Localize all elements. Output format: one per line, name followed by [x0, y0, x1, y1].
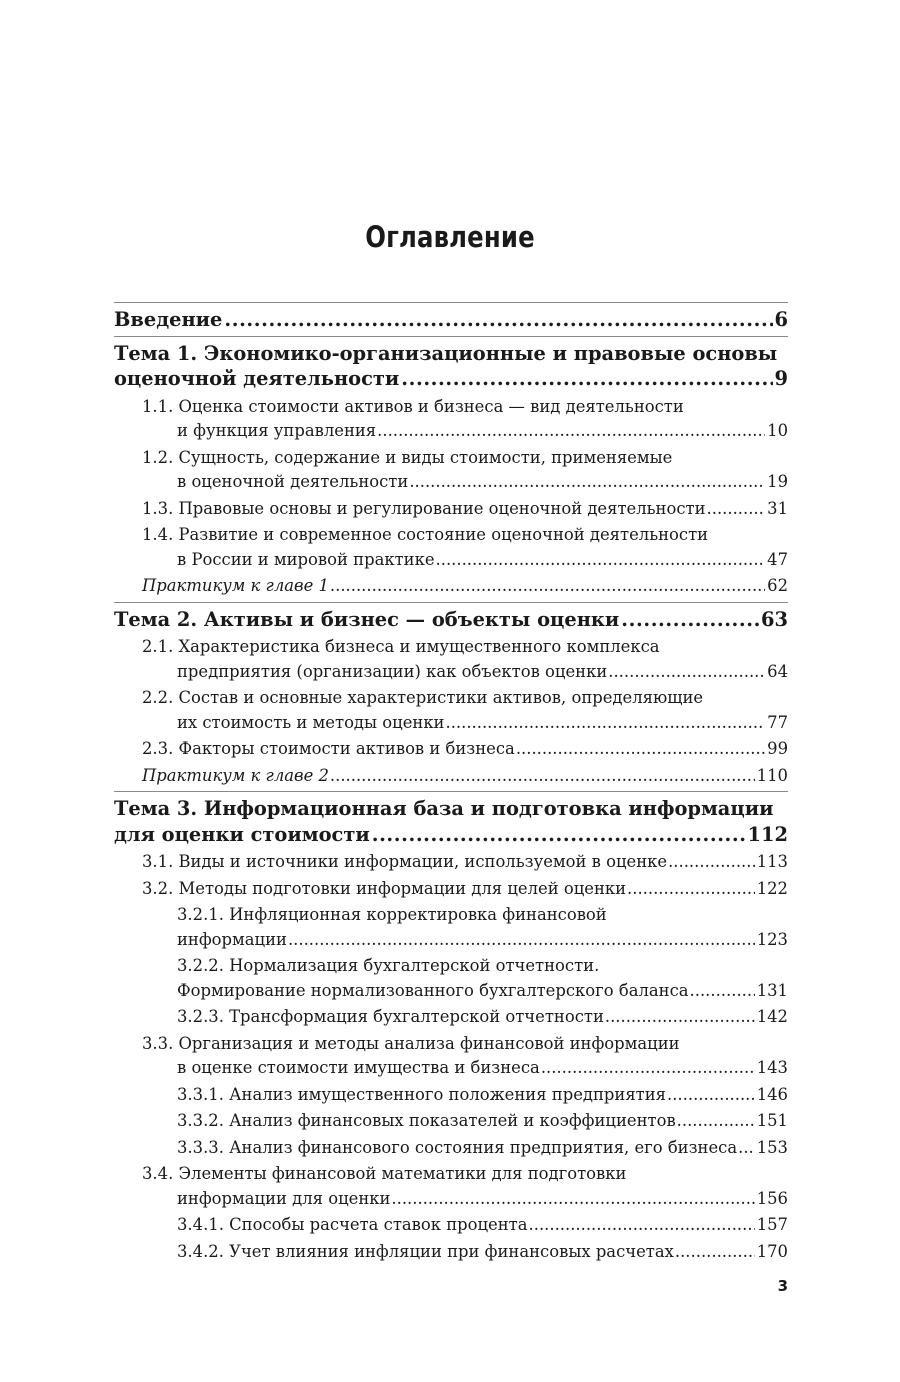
toc-entry-text: Практикум к главе 1 — [142, 576, 329, 595]
toc-page-number: 156 — [756, 1188, 788, 1208]
toc-page-number: 19 — [767, 472, 788, 491]
toc-entry-text: 3.2.3. Трансформация бухгалтерской отчетности — [177, 1007, 604, 1026]
toc-section-entry[interactable] — [114, 395, 788, 444]
dot-leader — [690, 979, 755, 1004]
toc-page-number: 146 — [756, 1084, 788, 1104]
toc-entry-text: в оценке стоимости имущества и бизнеса — [177, 1058, 540, 1077]
toc-entry-text: 3.3.2. Анализ финансовых показателей и коэффициентов — [177, 1111, 676, 1130]
toc-entry-text: Тема 3. Информационная база и подготовка информации — [114, 797, 774, 820]
toc-entry-text: 3.3. Организация и методы анализа финансовой информации — [142, 1033, 680, 1053]
dot-leader — [677, 1109, 755, 1134]
toc-page-number: 170 — [756, 1241, 788, 1261]
toc-entry-text: 2.2. Состав и основные характеристики активов, определяющие — [142, 688, 704, 707]
toc-section-entry[interactable] — [114, 954, 788, 1003]
dot-leader — [224, 307, 772, 333]
dot-leader — [377, 419, 765, 444]
dot-leader — [288, 928, 755, 953]
toc-page-number: 123 — [756, 929, 788, 949]
toc-section-entry[interactable] — [114, 850, 788, 875]
toc-section-entry[interactable] — [114, 1136, 788, 1161]
toc-entry-text: 1.4. Развитие и современное состояние оценочной деятельности — [142, 525, 709, 544]
toc-section-entry[interactable] — [114, 1240, 788, 1265]
toc-page-number: 99 — [767, 739, 788, 758]
toc-entry-text: 2.3. Факторы стоимости активов и бизнеса — [142, 739, 515, 758]
toc-entry-text: предприятия (организации) как объектов оценки — [177, 661, 608, 681]
toc-section-entry[interactable] — [114, 737, 788, 762]
toc-page-number: 157 — [756, 1215, 788, 1234]
toc-practicum-entry[interactable] — [114, 764, 788, 789]
dot-leader — [675, 1240, 755, 1265]
toc-entry-text: Тема 1. Экономико-организационные и правовые основы — [114, 341, 778, 365]
toc-page-number: 113 — [756, 852, 788, 871]
toc-section-entry[interactable] — [114, 635, 788, 684]
toc-entry-text: 3.4. Элементы финансовой математики для подготовки — [142, 1164, 627, 1183]
toc-chapter-entry[interactable] — [114, 796, 788, 847]
table-of-contents — [114, 302, 788, 1267]
toc-page-number: 151 — [756, 1111, 788, 1130]
dot-leader — [738, 1136, 755, 1161]
toc-entry-text: 3.2. Методы подготовки информации для целей оценки — [142, 878, 627, 898]
toc-section-entry[interactable] — [114, 523, 788, 572]
toc-entry-text: 3.3.3. Анализ финансового состояния предприятия, его бизнеса — [177, 1137, 738, 1157]
toc-section-entry[interactable] — [114, 497, 788, 522]
toc-entry-text: Введение — [114, 308, 223, 331]
dot-leader — [605, 1005, 755, 1030]
dot-leader — [372, 822, 746, 848]
toc-entry-text: 1.1. Оценка стоимости активов и бизнеса — вид деятельности — [142, 396, 684, 416]
toc-section-entry[interactable] — [114, 903, 788, 952]
toc-page-number: 62 — [767, 576, 788, 595]
toc-page-number: 143 — [756, 1058, 788, 1077]
toc-section — [114, 602, 788, 792]
toc-entry-text: Тема 2. Активы и бизнес — объекты оценки — [114, 607, 620, 631]
dot-leader — [627, 877, 755, 902]
toc-entry-text: их стоимость и методы оценки — [177, 712, 445, 732]
dot-leader — [401, 366, 772, 392]
toc-page-number: 112 — [747, 822, 788, 846]
toc-section — [114, 302, 788, 336]
toc-page-number: 131 — [756, 980, 788, 1000]
dot-leader — [516, 737, 765, 762]
toc-page-number: 153 — [756, 1137, 788, 1157]
toc-entry-text: 3.4.1. Способы расчета ставок процента — [177, 1215, 528, 1234]
toc-section — [114, 791, 788, 1267]
toc-entry-text: в России и мировой практике — [177, 549, 435, 569]
toc-page-number: 64 — [767, 661, 788, 681]
toc-section-entry[interactable] — [114, 877, 788, 902]
toc-section — [114, 336, 788, 602]
toc-entry-text: информации — [177, 929, 287, 949]
toc-entry-text: 1.3. Правовые основы и регулирование оценочной деятельности — [142, 498, 706, 518]
toc-chapter-entry[interactable] — [114, 307, 788, 333]
dot-leader — [409, 470, 765, 495]
toc-entry-text: и функция управления — [177, 421, 377, 440]
toc-entry-text: 3.2.1. Инфляционная корректировка финансовой — [177, 905, 607, 924]
toc-entry-text: 2.1. Характеристика бизнеса и имущественного комплекса — [142, 637, 660, 656]
toc-chapter-entry[interactable] — [114, 607, 788, 633]
toc-section-entry[interactable] — [114, 1109, 788, 1134]
dot-leader — [330, 764, 755, 789]
toc-entry-text: 1.2. Сущность, содержание и виды стоимости, применяемые — [142, 447, 673, 467]
dot-leader — [667, 1083, 755, 1108]
toc-entry-text: Формирование нормализованного бухгалтерского баланса — [177, 980, 689, 1000]
toc-section-entry[interactable] — [114, 1032, 788, 1081]
toc-chapter-entry[interactable] — [114, 341, 788, 392]
toc-entry-text: 3.1. Виды и источники информации, используемой в оценке — [142, 852, 668, 871]
toc-section-entry[interactable] — [114, 1083, 788, 1108]
toc-page-number: 31 — [767, 498, 788, 518]
page-title: Оглавление — [365, 220, 535, 254]
toc-entry-text: оценочной деятельности — [114, 367, 400, 390]
dot-leader — [436, 548, 766, 573]
toc-practicum-entry[interactable] — [114, 574, 788, 599]
toc-page-number: 6 — [774, 308, 788, 331]
toc-page-number: 10 — [767, 421, 788, 440]
toc-entry-text: Практикум к главе 2 — [142, 765, 329, 785]
toc-section-entry[interactable] — [114, 686, 788, 735]
page-number: 3 — [777, 1277, 788, 1295]
toc-entry-text: в оценочной деятельности — [177, 472, 409, 491]
dot-leader — [707, 497, 766, 522]
toc-entry-text: информации для оценки — [177, 1188, 391, 1208]
toc-page-number: 122 — [756, 878, 788, 898]
toc-page-number: 77 — [767, 712, 788, 732]
toc-page-number: 47 — [767, 549, 788, 569]
toc-section-entry[interactable] — [114, 1162, 788, 1211]
toc-page-number: 110 — [756, 765, 788, 785]
dot-leader — [445, 711, 765, 736]
toc-entry-text: 3.3.1. Анализ имущественного положения предприятия — [177, 1084, 667, 1104]
toc-page-number: 9 — [774, 367, 788, 390]
dot-leader — [621, 607, 759, 633]
dot-leader — [608, 660, 765, 685]
dot-leader — [668, 850, 755, 875]
dot-leader — [330, 574, 765, 599]
dot-leader — [391, 1187, 754, 1212]
toc-section-entry[interactable] — [114, 446, 788, 495]
dot-leader — [541, 1056, 755, 1081]
toc-entry-text: для оценки стоимости — [114, 822, 370, 846]
toc-page-number: 142 — [756, 1007, 788, 1026]
toc-section-entry[interactable] — [114, 1213, 788, 1238]
toc-section-entry[interactable] — [114, 1005, 788, 1030]
toc-page-number: 63 — [761, 607, 788, 631]
toc-entry-text: 3.2.2. Нормализация бухгалтерской отчетности. — [177, 956, 600, 975]
toc-entry-text: 3.4.2. Учет влияния инфляции при финансовых расчетах — [177, 1241, 674, 1261]
dot-leader — [529, 1213, 755, 1238]
